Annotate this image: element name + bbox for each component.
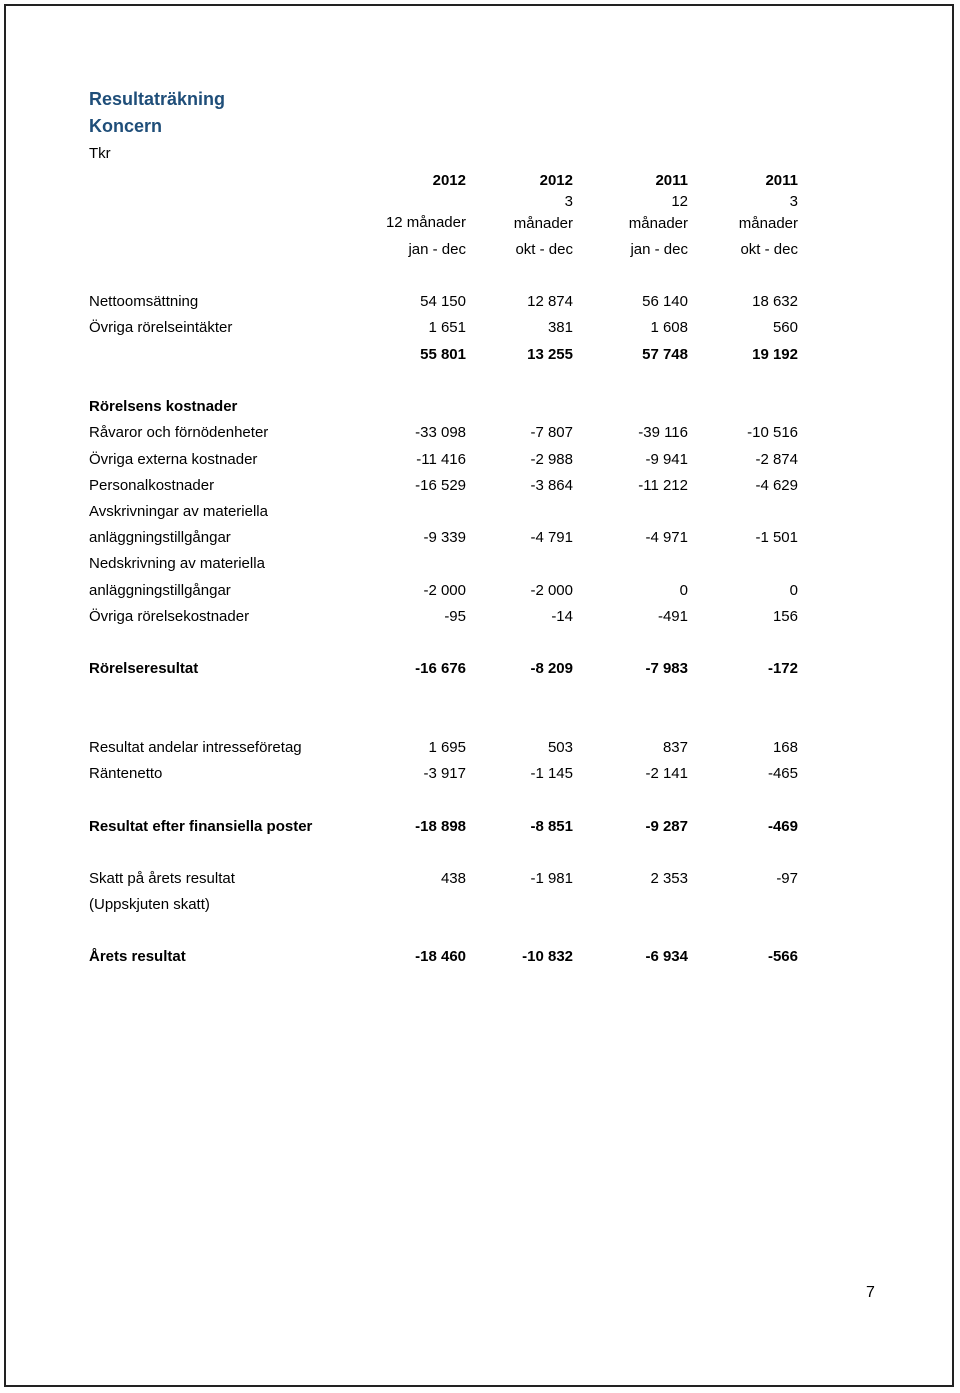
row-label: Råvaror och förnödenheter	[89, 424, 269, 441]
col1-period: 12 månader	[385, 214, 466, 231]
row-value: -566	[767, 948, 798, 965]
row-value: -18 898	[415, 818, 466, 835]
row-value: 837	[662, 739, 688, 756]
col4-range: okt - dec	[740, 241, 798, 258]
row-value: -172	[767, 660, 798, 677]
row-value: -9 287	[645, 818, 688, 835]
row-value: 560	[772, 319, 798, 336]
col2-period: 3 månader	[513, 193, 573, 232]
row-value: 12 874	[527, 293, 573, 310]
unit-label: Tkr	[89, 145, 111, 162]
page-number: 7	[866, 1284, 875, 1301]
row-label: anläggningstillgångar	[89, 582, 231, 599]
col2-year: 2012	[539, 172, 573, 189]
row-value: -2 000	[423, 582, 466, 599]
row-value: -33 098	[415, 424, 466, 441]
row-label: (Uppskjuten skatt)	[89, 896, 210, 913]
row-value: 0	[679, 582, 688, 599]
row-value: -8 209	[530, 660, 573, 677]
row-value: -16 529	[415, 477, 466, 494]
row-value: 381	[547, 319, 573, 336]
row-label: Resultat efter finansiella poster	[89, 818, 313, 835]
col3-year: 2011	[655, 172, 688, 189]
row-label: Rörelseresultat	[89, 660, 199, 677]
row-value: -7 807	[530, 424, 573, 441]
row-value: -1 501	[755, 529, 798, 546]
row-value: -39 116	[638, 424, 688, 441]
row-value: 56 140	[642, 293, 688, 310]
row-value: -3 864	[530, 477, 573, 494]
row-value: 18 632	[752, 293, 798, 310]
row-value: -2 874	[755, 451, 798, 468]
col3-period: 12 månader	[628, 193, 688, 232]
row-value: -8 851	[530, 818, 573, 835]
row-value: 57 748	[642, 346, 688, 363]
col4-year: 2011	[765, 172, 798, 189]
row-value: -469	[767, 818, 798, 835]
report-subtitle: Koncern	[89, 116, 163, 136]
row-value: 1 608	[650, 319, 688, 336]
col2-range: okt - dec	[515, 241, 573, 258]
row-value: -11 212	[638, 477, 688, 494]
col3-range: jan - dec	[630, 241, 688, 258]
row-label: Övriga rörelseintäkter	[89, 319, 233, 336]
row-label: Avskrivningar av materiella	[89, 503, 268, 520]
row-label: Resultat andelar intresseföretag	[89, 739, 302, 756]
row-value: -16 676	[415, 660, 466, 677]
row-value: 168	[772, 739, 798, 756]
row-value: 0	[789, 582, 798, 599]
row-value: -4 971	[645, 529, 688, 546]
row-value: -9 941	[645, 451, 688, 468]
row-value: 13 255	[527, 346, 573, 363]
row-value: -9 339	[423, 529, 466, 546]
row-value: -491	[657, 608, 688, 625]
row-value: 1 651	[428, 319, 466, 336]
row-value: 503	[547, 739, 573, 756]
row-value: -1 981	[530, 870, 573, 887]
row-label: Räntenetto	[89, 765, 163, 782]
row-value: -1 145	[530, 765, 573, 782]
row-value: 54 150	[420, 293, 466, 310]
row-label: Årets resultat	[89, 948, 186, 965]
row-label: Skatt på årets resultat	[89, 870, 235, 887]
row-label: Nedskrivning av materiella	[89, 555, 265, 572]
row-value: -14	[551, 608, 573, 625]
report-title: Resultaträkning	[89, 89, 226, 109]
row-label: Övriga rörelsekostnader	[89, 608, 250, 625]
row-value: 438	[440, 870, 466, 887]
row-value: -11 416	[416, 451, 466, 468]
page-border	[4, 4, 954, 1387]
row-label: Rörelsens kostnader	[89, 398, 238, 415]
row-value: -7 983	[645, 660, 688, 677]
row-value: 156	[772, 608, 798, 625]
row-value: -2 000	[530, 582, 573, 599]
row-value: 55 801	[420, 346, 466, 363]
col1-year: 2012	[432, 172, 466, 189]
row-value: -97	[776, 870, 798, 887]
row-value: -4 629	[755, 477, 798, 494]
row-value: 19 192	[752, 346, 798, 363]
row-value: -2 141	[645, 765, 688, 782]
row-value: 2 353	[650, 870, 688, 887]
row-value: -10 832	[522, 948, 573, 965]
col4-period: 3 månader	[738, 193, 798, 232]
row-label: Nettoomsättning	[89, 293, 199, 310]
row-value: 1 695	[428, 739, 466, 756]
row-value: -95	[444, 608, 466, 625]
row-label: Personalkostnader	[89, 477, 215, 494]
row-value: -18 460	[415, 948, 466, 965]
col1-range: jan - dec	[408, 241, 466, 258]
row-value: -3 917	[423, 765, 466, 782]
row-label: anläggningstillgångar	[89, 529, 231, 546]
row-label: Övriga externa kostnader	[89, 451, 258, 468]
row-value: -2 988	[530, 451, 573, 468]
row-value: -6 934	[645, 948, 688, 965]
row-value: -465	[767, 765, 798, 782]
row-value: -10 516	[747, 424, 798, 441]
row-value: -4 791	[530, 529, 573, 546]
